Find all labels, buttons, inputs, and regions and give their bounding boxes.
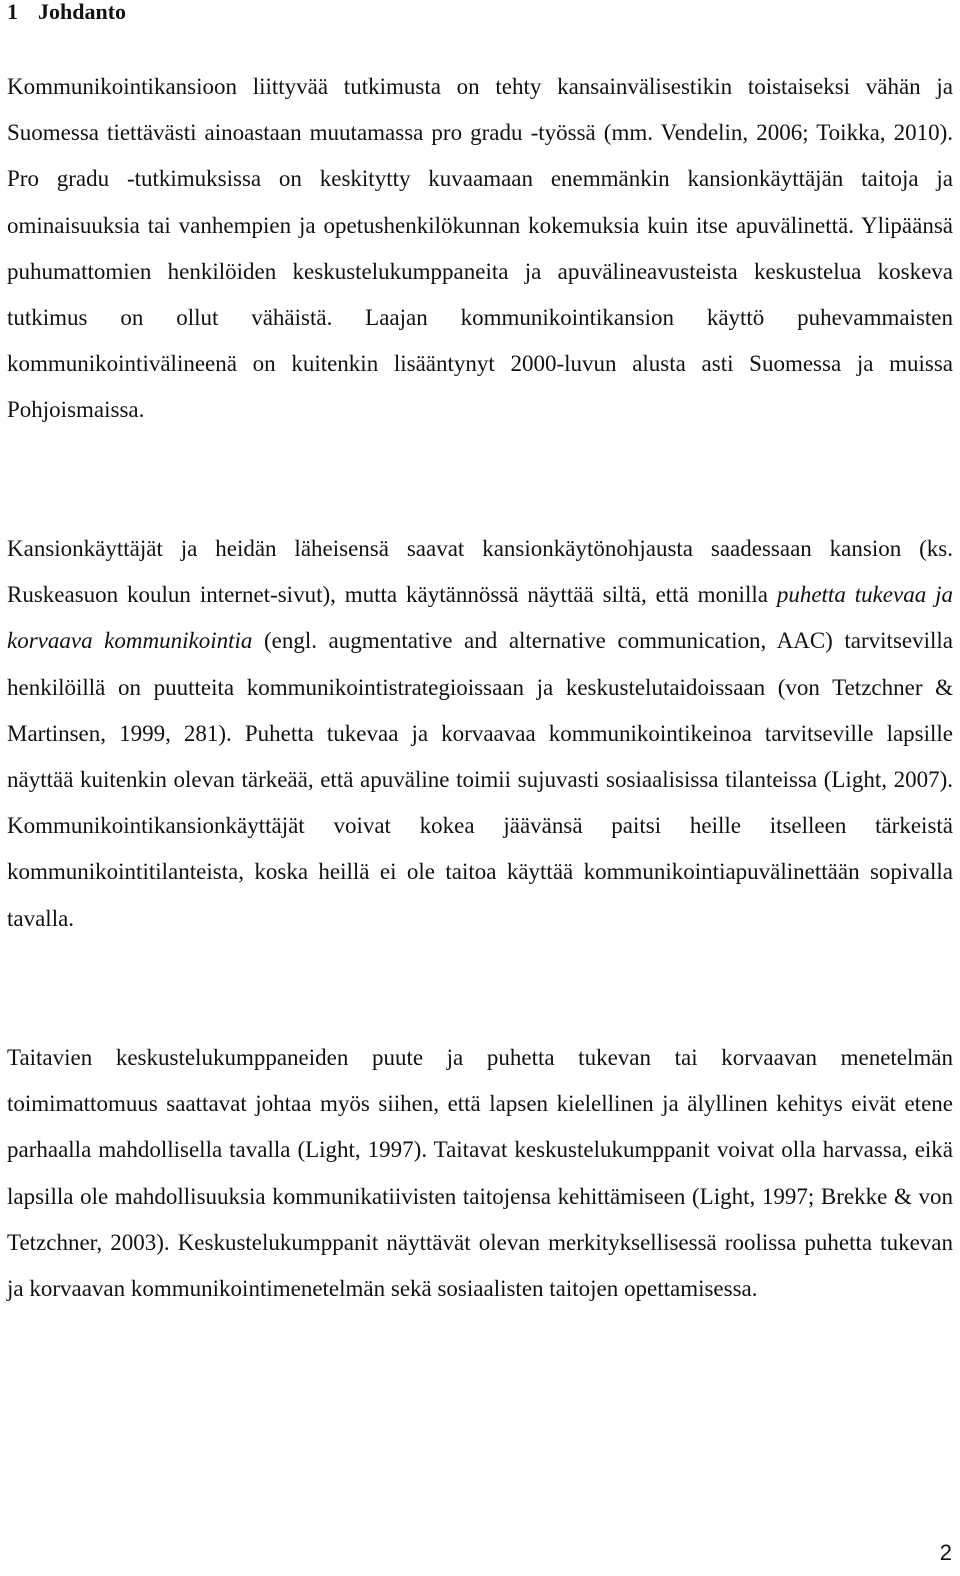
section-number: 1	[7, 0, 18, 24]
paragraph-3: Taitavien keskustelukumppaneiden puute ja puhetta tukevan tai korvaavan menetelmän toimimattomuus saattavat johtaa myös siihen, että lapsen kielellinen ja älyllinen kehitys eivät etene parhaalla mahdollisella tavalla (Light, 1997). Taitavat keskustelukumppanit voivat olla harvassa, eikä lapsilla ole mahdollisuuksia kommunikatiivisten taitojensa kehittämiseen (Light, 1997; Brekke & von Tetzchner, 2003). Keskustelukumppanit näyttävät olevan merkityksellisessä roolissa puhetta tukevan ja korvaavan kommunikointimenetelmän sekä sosiaalisten taitojen opettamisessa.	[7, 1045, 953, 1302]
paragraph-2-text-start: Kansionkäyttäjät ja heidän läheisensä saavat kansionkäytönohjausta saadessaan kansion (ks. Ruskeasuon koulun internet-sivut), mutta käytännössä näyttää siltä, että monilla	[7, 536, 953, 608]
document-page	[7, 0, 953, 1302]
paragraph-2	[7, 526, 953, 942]
paragraph-1: Kommunikointikansioon liittyvää tutkimusta on tehty kansainvälisestikin toistaiseksi vähän ja Suomessa tiettävästi ainoastaan muutamassa pro gradu -työssä (mm. Vendelin, 2006; Toikka, 2010). Pro gradu -tutkimuksissa on keskitytty kuvaamaan enemmänkin kansionkäyttäjän taitoja ja ominaisuuksia tai vanhempien ja opetushenkilökunnan kokemuksia kuin itse apuvälinettä. Ylipäänsä puhumattomien henkilöiden keskustelukumppaneita ja apuvälineavusteista keskustelua koskeva tutkimus on ollut vähäistä. Laajan kommunikointikansion käyttö puhevammaisten kommunikointivälineenä on kuitenkin lisääntynyt 2000-luvun alusta asti Suomessa ja muissa Pohjoismaissa.	[7, 74, 953, 423]
section-title: Johdanto	[38, 0, 127, 24]
section-heading	[7, 0, 953, 38]
paragraph-2-italic-term: puhetta tukevaa ja korvaava kommunikointia	[7, 582, 953, 654]
paragraph-2-text-end: (engl. augmentative and alternative communication, AAC) tarvitsevilla henkilöillä on puutteita kommunikointistrategioissaan ja keskustelutaidoissaan (von Tetzchner & Martinsen, 1999, 281). Puhetta tukevaa ja korvaavaa kommunikointikeinoa tarvitseville lapsille näyttää kuitenkin olevan tärkeää, että apuväline toimii sujuvasti sosiaalisissa tilanteissa (Light, 2007). Kommunikointikansionkäyttäjät voivat kokea jäävänsä paitsi heille itselleen tärkeistä kommunikointitilanteista, koska heillä ei ole taitoa käyttää kommunikointiapuvälinettään sopivalla tavalla.	[7, 628, 953, 931]
page-number: 2	[939, 1540, 952, 1565]
